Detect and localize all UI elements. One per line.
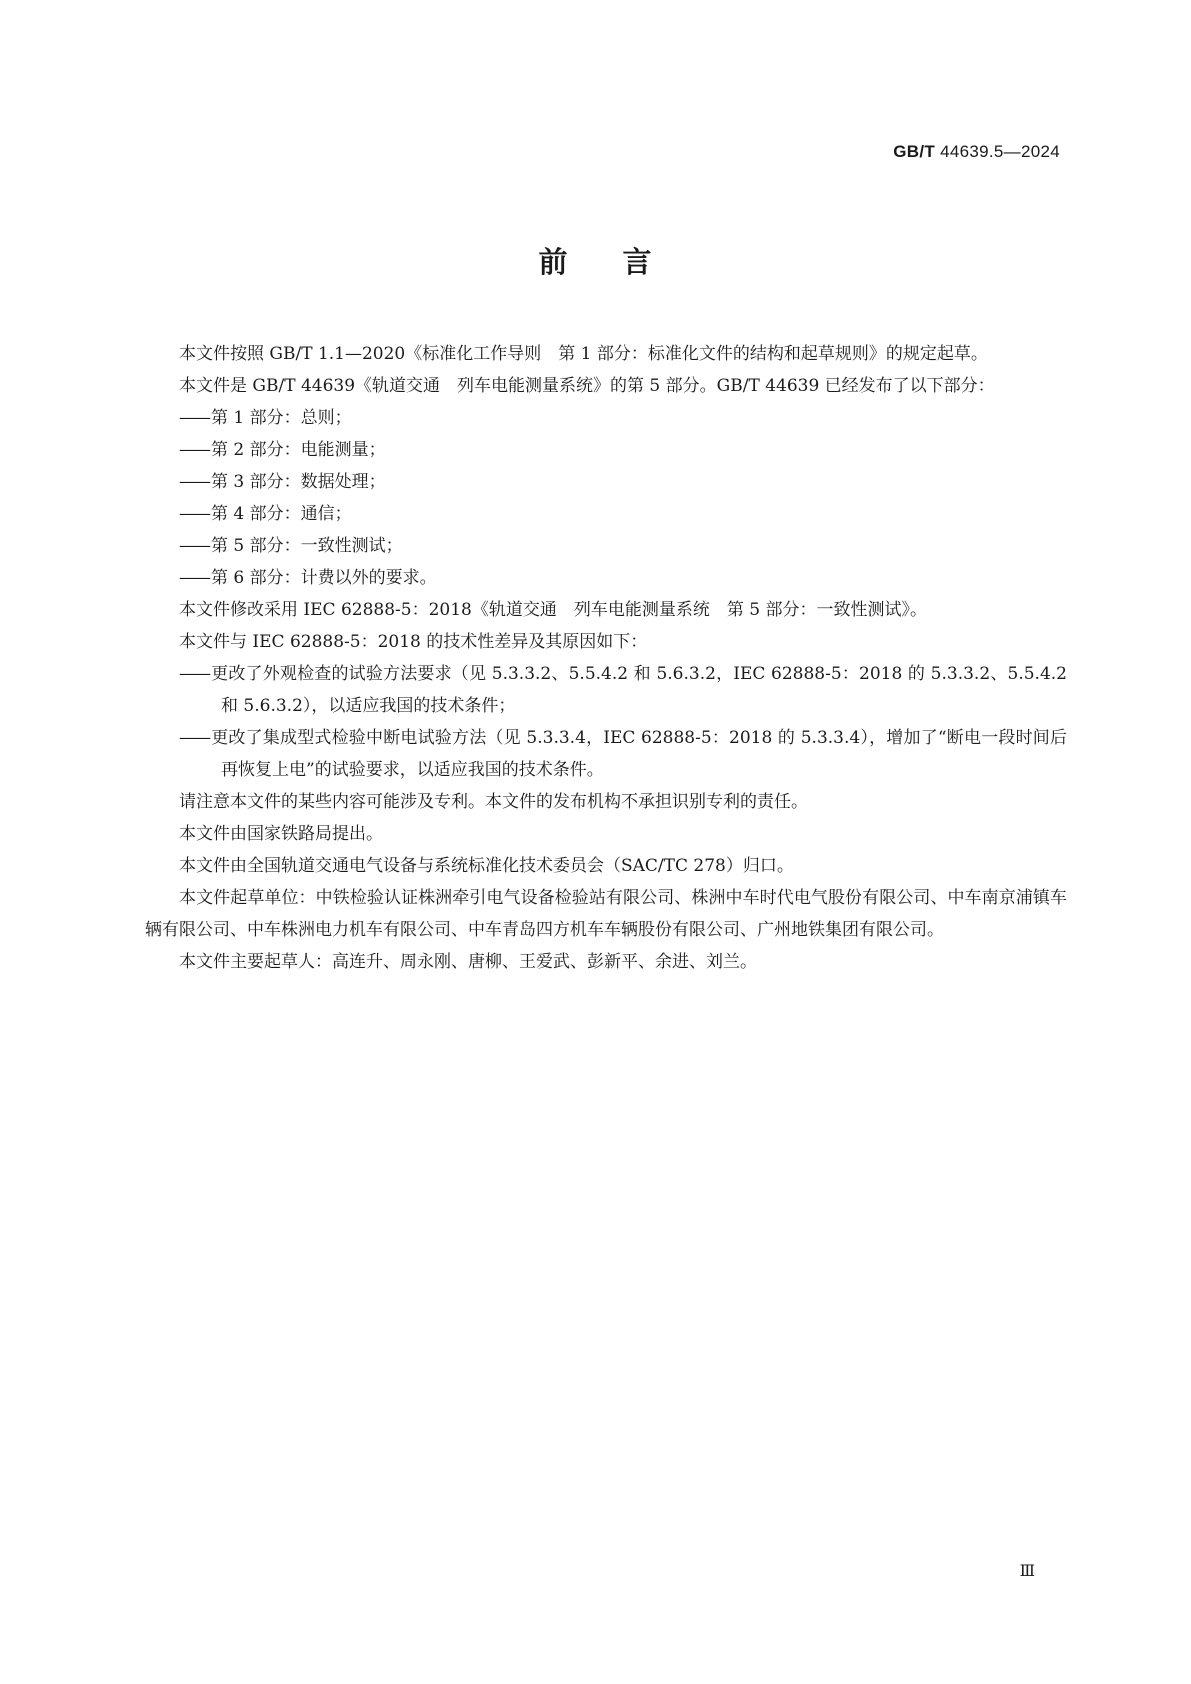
- paragraph-proposer: 本文件由国家铁路局提出。: [179, 824, 383, 844]
- paragraph-patent-notice: 请注意本文件的某些内容可能涉及专利。本文件的发布机构不承担识别专利的责任。: [179, 792, 808, 812]
- foreword-body: [145, 338, 1067, 978]
- list-dash: ——: [179, 440, 209, 460]
- list-item-part: —— 第 5 部分：一致性测试；: [179, 536, 403, 556]
- paragraph-drafters: 本文件主要起草人：高连升、周永刚、唐柳、王爱武、彭新平、余进、刘兰。: [179, 952, 757, 972]
- list-dash: ——: [179, 568, 209, 588]
- list-dash: ——: [179, 536, 209, 556]
- paragraph-committee: 本文件由全国轨道交通电气设备与系统标准化技术委员会（SAC/TC 278）归口。: [179, 856, 794, 876]
- page-number: Ⅲ: [1019, 1561, 1035, 1580]
- list-item-part: —— 第 3 部分：数据处理；: [179, 472, 386, 492]
- paragraph-drafting-rules: 本文件按照 GB/T 1.1—2020《标准化工作导则 第 1 部分：标准化文件的结构和起草规则》的规定起草。: [179, 344, 988, 364]
- list-dash: ——: [179, 664, 209, 684]
- list-dash: ——: [179, 408, 209, 428]
- paragraph-drafting-units: 本文件起草单位：中铁检验认证株洲牵引电气设备检验站有限公司、株洲中车时代电气股份有限公司、中车南京浦镇车辆有限公司、中车株洲电力机车有限公司、中车青岛四方机车车辆股份有限公司、广州地铁集团有限公司。: [145, 888, 1067, 940]
- paragraph-technical-differences: 本文件与 IEC 62888-5：2018 的技术性差异及其原因如下：: [179, 632, 648, 652]
- title-char-1: 前: [538, 245, 569, 279]
- page-title: [0, 240, 1191, 281]
- standard-code-number: 44639.5—2024: [940, 142, 1060, 161]
- list-dash: ——: [179, 472, 209, 492]
- standard-code: [893, 142, 1060, 162]
- title-char-2: 言: [622, 245, 653, 279]
- list-item-part: —— 第 2 部分：电能测量；: [179, 440, 386, 460]
- paragraph-iec-adoption: 本文件修改采用 IEC 62888-5：2018《轨道交通 列车电能测量系统 第 5 部分：一致性测试》。: [179, 600, 927, 620]
- list-dash: ——: [179, 728, 209, 748]
- list-item-part: —— 第 4 部分：通信；: [179, 504, 352, 524]
- list-item-part: —— 第 1 部分：总则；: [179, 408, 352, 428]
- list-dash: ——: [179, 504, 209, 524]
- list-item-part: —— 第 6 部分：计费以外的要求。: [179, 568, 437, 588]
- standard-code-prefix: GB/T: [893, 142, 936, 161]
- list-item-difference: —— 更改了外观检查的试验方法要求（见 5.3.3.2、5.5.4.2 和 5.6.3.2，IEC 62888-5：2018 的 5.3.3.2、5.5.4.2 和 5.6.3.2），以适应我国的技术条件；: [179, 664, 1067, 716]
- paragraph-series-intro: 本文件是 GB/T 44639《轨道交通 列车电能测量系统》的第 5 部分。GB/T 44639 已经发布了以下部分：: [179, 376, 995, 396]
- list-item-difference: —— 更改了集成型式检验中断电试验方法（见 5.3.3.4，IEC 62888-5：2018 的 5.3.3.4），增加了“断电一段时间后再恢复上电”的试验要求，以适应我国的技术条件。: [179, 728, 1067, 780]
